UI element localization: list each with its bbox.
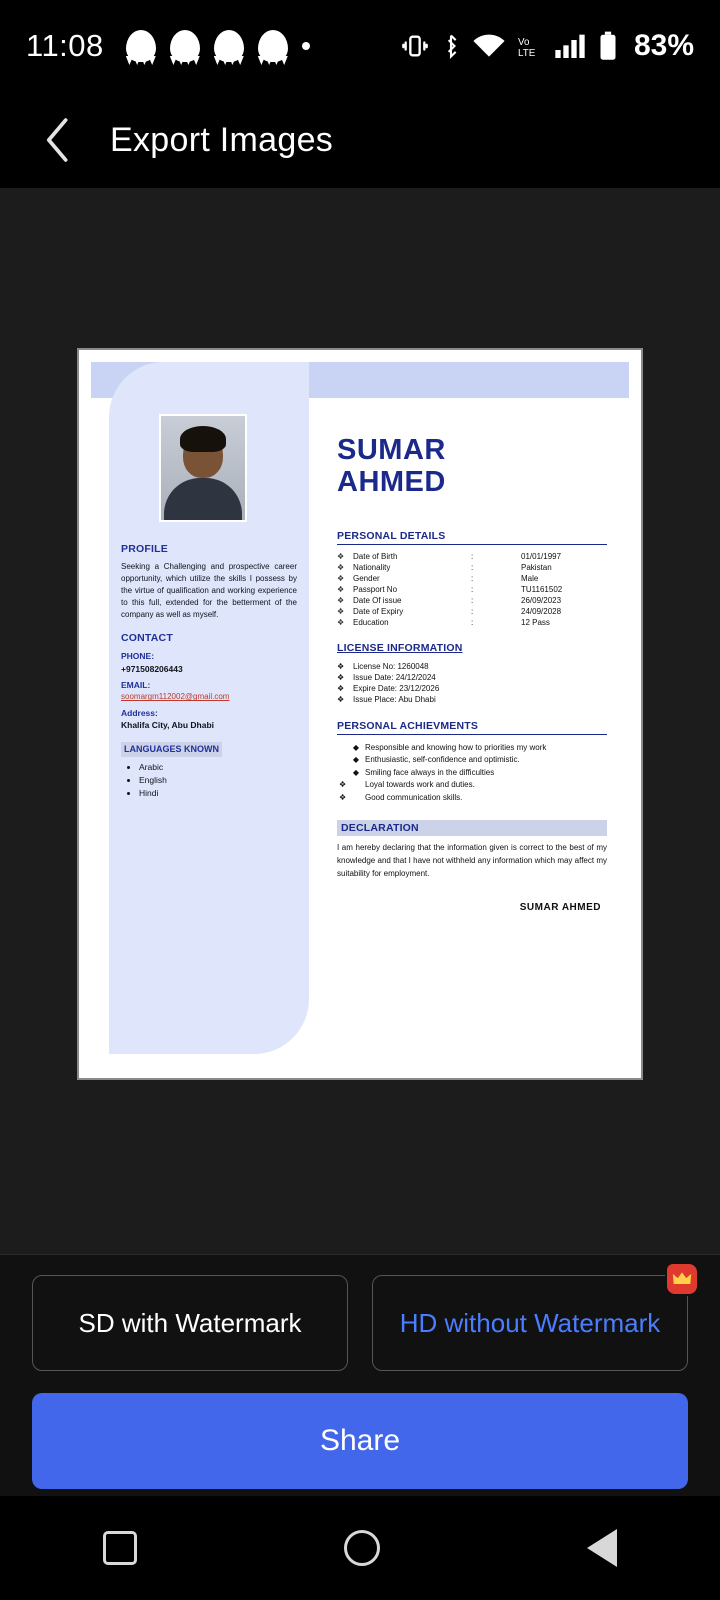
address-value: Khalifa City, Abu Dhabi xyxy=(121,720,215,731)
personal-details-heading: PERSONAL DETAILS xyxy=(337,530,607,545)
list-item xyxy=(337,673,607,682)
list-item: • Hindi xyxy=(139,787,297,799)
bullet-icon: ❖ xyxy=(337,574,345,583)
dot-icon xyxy=(302,42,310,50)
hd-option-label: HD without Watermark xyxy=(399,1307,661,1338)
share-button-label: Share xyxy=(319,1424,401,1457)
list-item xyxy=(337,767,607,779)
languages-heading: LANGUAGES KNOWN xyxy=(121,742,222,757)
list-item xyxy=(337,779,607,791)
detail-value: Pakistan xyxy=(521,563,552,572)
crown-icon xyxy=(665,1262,699,1296)
profile-heading: PROFILE xyxy=(121,543,168,555)
declaration-text: I am hereby declaring that the information given is correct to the best of my knowledge and that I have not withheld any information which may affect my suitability for employment. xyxy=(337,842,607,878)
diamond-bullet-icon: ◆ xyxy=(352,755,359,765)
status-time: 11:08 xyxy=(26,28,104,63)
snapchat-ghost-icon xyxy=(170,30,200,62)
profile-text: Seeking a Challenging and prospective career opportunity, which utilize the skills I possess by the virtue of qualification and working experience to this full, extended for the betterment of the company as well as myself. xyxy=(121,562,297,620)
bullet-icon: ❖ xyxy=(337,596,345,605)
cv-left-column xyxy=(121,542,297,810)
resume-preview-image[interactable] xyxy=(77,348,643,1080)
languages-list xyxy=(139,761,297,800)
detail-colon: : xyxy=(471,563,474,572)
table-row xyxy=(337,573,607,584)
circle-icon[interactable] xyxy=(344,1530,380,1566)
license-heading: LICENSE INFORMATION xyxy=(337,642,463,654)
system-nav-bar xyxy=(0,1496,720,1600)
snapchat-ghost-icon xyxy=(126,30,156,62)
license-row-text: Issue Place: Abu Dhabi xyxy=(353,695,436,704)
achievement-text: Smiling face always in the difficulties xyxy=(365,767,495,777)
bullet-icon: ❖ xyxy=(337,585,345,594)
declaration-heading: DECLARATION xyxy=(337,820,607,836)
triangle-back-icon[interactable] xyxy=(587,1529,617,1567)
wifi-icon xyxy=(472,33,506,59)
list-item xyxy=(337,754,607,766)
achievements-heading: PERSONAL ACHIEVMENTS xyxy=(337,720,607,735)
detail-key: Nationality xyxy=(353,563,391,572)
detail-colon: : xyxy=(471,552,474,561)
bullet-icon: ❖ xyxy=(337,552,345,561)
license-row-text: Expire Date: 23/12/2026 xyxy=(353,684,440,693)
table-row xyxy=(337,606,607,617)
cv-name-line2: AHMED xyxy=(337,466,446,499)
detail-colon: : xyxy=(471,618,474,627)
bullet-icon: ❖ xyxy=(337,684,345,693)
hd-without-watermark-button[interactable] xyxy=(372,1275,688,1371)
square-icon[interactable] xyxy=(103,1531,137,1565)
signature-name: SUMAR AHMED xyxy=(519,902,601,914)
bullet-icon: ❖ xyxy=(337,662,345,671)
detail-value: Male xyxy=(521,574,539,583)
detail-key: Date of Expiry xyxy=(353,607,404,616)
bullet-icon: ❖ xyxy=(337,618,345,627)
volte-icon xyxy=(518,33,542,59)
share-button[interactable] xyxy=(32,1393,688,1489)
bullet-icon: ❖ xyxy=(337,563,345,572)
detail-colon: : xyxy=(471,596,474,605)
svg-text:Vo: Vo xyxy=(517,36,530,48)
page-title: Export Images xyxy=(110,120,334,159)
contact-section xyxy=(121,631,297,731)
detail-value: TU1161502 xyxy=(521,585,563,594)
snapchat-ghost-icon xyxy=(258,30,288,62)
bullet-icon: ❖ xyxy=(337,673,345,682)
detail-colon: : xyxy=(471,585,474,594)
list-item xyxy=(337,662,607,671)
detail-value: 24/09/2028 xyxy=(521,607,562,616)
phone-value: +971508206443 xyxy=(121,663,183,674)
list-item xyxy=(337,695,607,704)
detail-key: Date of Birth xyxy=(353,552,398,561)
detail-key: Passport No xyxy=(353,585,398,594)
license-row-text: License No: 1260048 xyxy=(353,662,429,671)
status-system-icons xyxy=(400,29,694,63)
contact-heading: CONTACT xyxy=(121,632,173,645)
export-controls xyxy=(0,1254,720,1496)
license-row-text: Issue Date: 24/12/2024 xyxy=(353,673,436,682)
detail-value: 26/09/2023 xyxy=(521,596,562,605)
list-item xyxy=(337,684,607,693)
bluetooth-icon xyxy=(442,32,460,60)
list-item: • English xyxy=(139,774,297,786)
diamond-bullet-icon: ◆ xyxy=(352,767,359,777)
status-bar xyxy=(0,0,720,92)
achievement-text: Enthusiastic, self-confidence and optimistic. xyxy=(365,755,520,765)
signal-icon xyxy=(554,32,586,60)
phone-label: PHONE: xyxy=(121,651,155,662)
list-item xyxy=(337,742,607,754)
table-row xyxy=(337,551,607,562)
chevron-left-icon[interactable] xyxy=(30,112,86,168)
bullet-icon: ❖ xyxy=(339,780,347,790)
bullet-icon: ❖ xyxy=(337,607,345,616)
sd-with-watermark-button[interactable] xyxy=(32,1275,348,1371)
table-row xyxy=(337,595,607,606)
image-preview-area[interactable] xyxy=(0,188,720,1288)
email-value: soomargm112002@gmail.com xyxy=(121,692,230,702)
cv-right-column xyxy=(337,530,607,913)
diamond-bullet-icon: ◆ xyxy=(352,743,359,752)
svg-text:LTE: LTE xyxy=(517,47,536,59)
battery-icon xyxy=(598,31,618,61)
bullet-icon: ❖ xyxy=(339,792,347,802)
detail-colon: : xyxy=(471,607,474,616)
achievement-text: Good communication skills. xyxy=(365,792,463,802)
detail-key: Education xyxy=(353,618,389,627)
table-row xyxy=(337,562,607,573)
email-label: EMAIL: xyxy=(121,680,151,691)
address-label: Address: xyxy=(121,707,158,718)
detail-key: Gender xyxy=(353,574,380,583)
avatar xyxy=(159,414,247,522)
achievements-list xyxy=(337,742,607,804)
cv-name xyxy=(337,434,446,499)
achievement-text: Responsible and knowing how to priorities my work xyxy=(365,743,547,752)
table-row xyxy=(337,584,607,595)
app-bar xyxy=(0,92,720,188)
list-item xyxy=(337,792,607,804)
personal-details-table xyxy=(337,551,607,628)
sd-option-label: SD with Watermark xyxy=(78,1307,302,1338)
achievement-text: Loyal towards work and duties. xyxy=(365,780,475,790)
snapchat-ghost-icon xyxy=(214,30,244,62)
cv-name-line1: SUMAR xyxy=(337,434,446,466)
list-item: • Arabic xyxy=(139,761,297,773)
license-list xyxy=(337,662,607,704)
detail-value: 12 Pass xyxy=(521,618,550,627)
status-notification-icons xyxy=(126,30,310,62)
table-row xyxy=(337,617,607,628)
battery-percent: 83% xyxy=(633,29,694,62)
detail-value: 01/01/1997 xyxy=(521,552,562,561)
bullet-icon: ❖ xyxy=(337,695,345,704)
profile-section xyxy=(121,542,297,621)
export-option-row xyxy=(32,1275,688,1371)
languages-section xyxy=(121,742,297,800)
detail-key: Date Of issue xyxy=(353,596,402,605)
vibrate-icon xyxy=(400,32,430,60)
detail-colon: : xyxy=(471,574,474,583)
